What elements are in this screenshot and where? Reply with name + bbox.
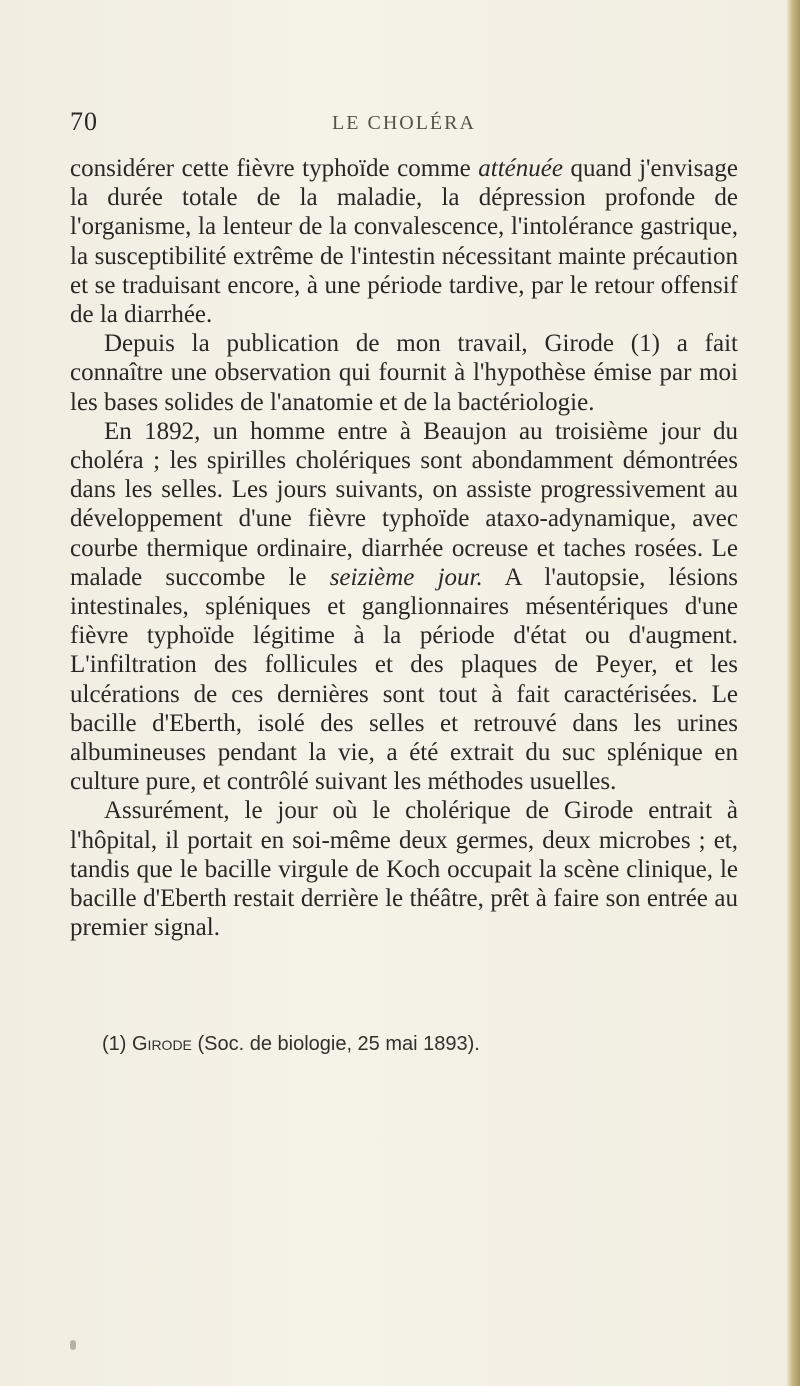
paragraph-2: Depuis la publication de mon travail, Girode (1) a fait connaître une observation qui fournit à l'hypothèse émise par moi les bases solides de l'anatomie et de la bactériologie. [70,330,738,416]
paragraph-1 [70,154,738,329]
footnote-marker: (1) [102,1033,132,1055]
page-edge-shadow [786,0,800,1386]
paragraph-4: Assurément, le jour où le cholérique de Girode entrait à l'hôpital, il portait en soi-même deux germes, deux microbes ; et, tandis que le bacille virgule de Koch occupait la scène clinique, le bacille d'Eberth restait derrière le théâtre, prêt à faire son entrée au premier signal. [70,797,738,942]
footnote-author: Girode [132,1033,192,1055]
paragraph-1-text-b: quand j'envisage la durée totale de la maladie, la dépression profonde de l'organisme, la lenteur de la convalescence, l'intolérance gastrique, la susceptibilité extrême de l'intestin nécessitant mainte précaution et se traduisant encore, à une période tardive, par le retour offensif de la diarrhée. [70,155,739,329]
paragraph-3-text-a: En 1892, un homme entre à Beaujon au troisième jour du choléra ; les spirilles cholériques sont abondamment démontrées dans les selles. Les jours suivants, on assiste progressivement au développement d'une fièvre typhoïde ataxo-adynamique, avec courbe thermique ordinaire, diarrhée ocreuse et taches rosées. Le malade succombe le [70,417,738,591]
paragraph-1-italic: atténuée [478,155,563,182]
footnote-citation: (Soc. de biologie, 25 mai 1893). [191,1033,480,1055]
ink-speck [70,1340,76,1350]
main-text [70,154,738,942]
paragraph-3-text-b: A l'autopsie, lésions intestinales, spléniques et ganglionnaires mésentériques d'une fièvre typhoïde légitime à la période d'état ou d'augment. L'infiltration des follicules et des plaques de Peyer, et les ulcérations de ces dernières sont tout à fait caractérisées. Le bacille d'Eberth, isolé des selles et retrouvé dans les urines albumineuses pendant la vie, a été extrait du suc splénique en culture pure, et contrôlé suivant les méthodes usuelles. [70,563,738,796]
paragraph-3 [70,417,738,797]
page-header [70,106,738,138]
running-head: LE CHOLÉRA [332,112,476,134]
page-number: 70 [70,107,98,136]
paragraph-1-text-a: considérer cette fièvre typhoïde comme [70,155,479,182]
paragraph-3-italic: seizième jour. [329,563,483,591]
footnote [102,1030,722,1058]
